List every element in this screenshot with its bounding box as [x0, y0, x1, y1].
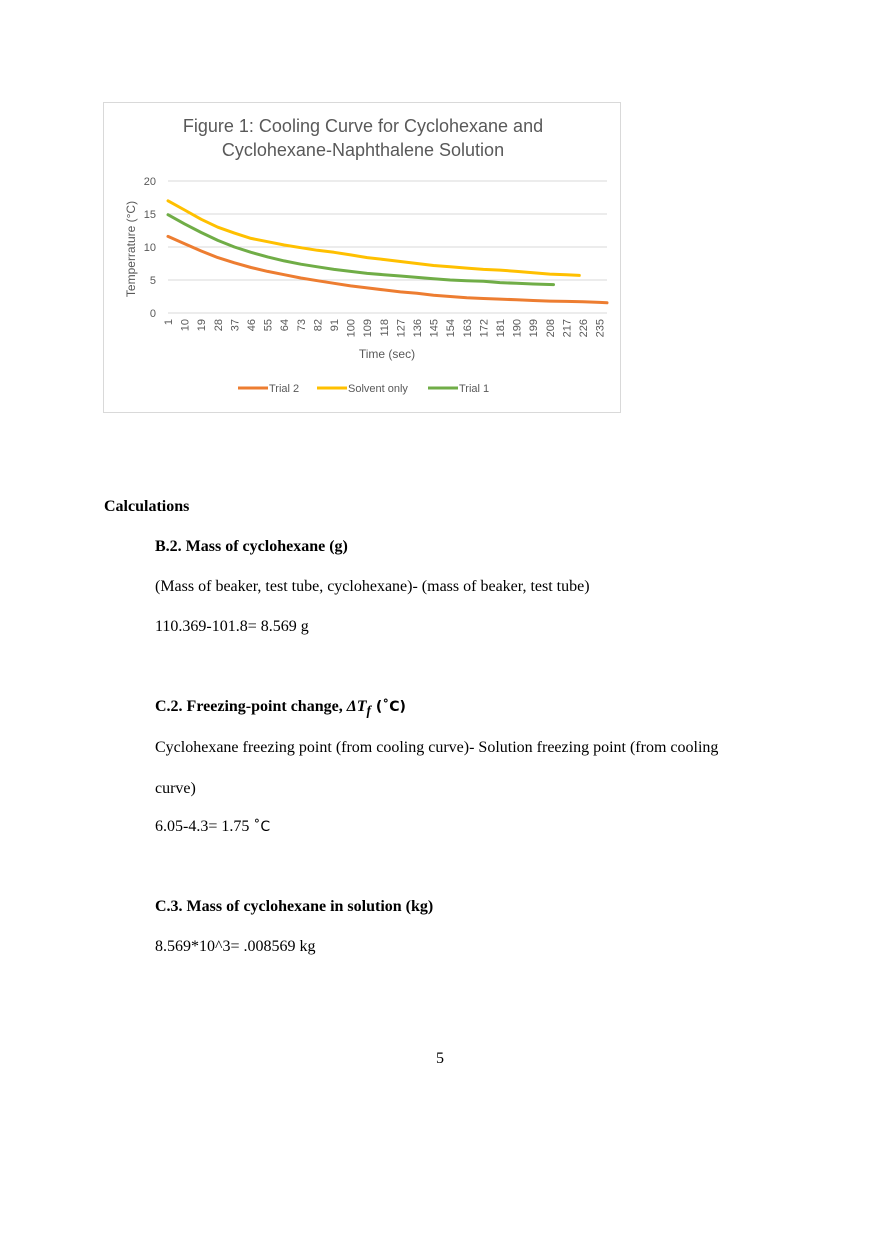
- c2-result: [155, 818, 270, 836]
- c2-formula-line2: curve): [155, 780, 196, 797]
- chart-title-line2: Cyclohexane-Naphthalene Solution: [221, 140, 505, 160]
- c2-formula-line1: Cyclohexane freezing point (from cooling curve)- Solution freezing point (from cooling: [155, 739, 719, 756]
- x-tick-label: 181: [495, 319, 508, 338]
- x-tick-label: 163: [461, 319, 474, 338]
- x-tick-label: 19: [196, 319, 209, 332]
- b2-result: 110.369-101.8= 8.569 g: [155, 618, 309, 635]
- x-tick-label: 37: [229, 319, 242, 332]
- legend: [238, 383, 489, 395]
- c2-result-unit: ˚C: [253, 819, 271, 835]
- series-line-trial-1: [168, 215, 554, 285]
- chart-title-line1: Figure 1: Cooling Curve for Cyclohexane and: [182, 116, 544, 136]
- x-tick-label: 199: [528, 319, 541, 338]
- b2-title: B.2. Mass of cyclohexane (g): [155, 538, 348, 555]
- y-tick-label: 15: [143, 209, 156, 221]
- y-tick-label: 10: [143, 242, 156, 254]
- x-tick-label: 64: [279, 319, 292, 332]
- x-axis-ticks: [163, 319, 607, 337]
- x-tick-label: 46: [246, 319, 259, 332]
- c2-title: [155, 698, 406, 719]
- c2-delta-symbol: [346, 698, 371, 719]
- x-tick-label: 127: [395, 319, 408, 338]
- c2-subscript: f: [366, 703, 371, 719]
- y-tick-label: 20: [143, 176, 156, 188]
- x-tick-label: 10: [179, 319, 192, 332]
- page-number: 5: [436, 1050, 444, 1067]
- x-tick-label: 190: [511, 319, 524, 338]
- series-lines: [168, 201, 607, 303]
- x-tick-label: 235: [594, 319, 607, 338]
- series-line-solvent-only: [168, 201, 579, 276]
- x-tick-label: 136: [412, 319, 425, 338]
- c3-result: 8.569*10^3= .008569 kg: [155, 938, 316, 955]
- x-tick-label: 118: [378, 319, 391, 337]
- x-tick-label: 172: [478, 319, 491, 338]
- x-tick-label: 100: [345, 319, 358, 338]
- c2-result-value: 6.05-4.3= 1.75: [155, 818, 254, 835]
- x-tick-label: 82: [312, 319, 325, 332]
- x-tick-label: 154: [445, 319, 458, 338]
- x-tick-label: 73: [295, 319, 308, 332]
- x-tick-label: 1: [163, 319, 175, 326]
- legend-label: Trial 1: [459, 383, 490, 395]
- legend-label: Trial 2: [269, 383, 300, 395]
- c2-title-text: C.2. Freezing-point change,: [155, 698, 347, 715]
- chart-canvas: [104, 103, 622, 414]
- legend-label: Solvent only: [348, 383, 408, 395]
- x-tick-label: 217: [561, 319, 574, 338]
- y-tick-label: 5: [149, 275, 156, 287]
- x-tick-label: 91: [329, 319, 342, 332]
- x-axis-label: Time (sec): [358, 347, 416, 361]
- x-tick-label: 55: [262, 319, 275, 332]
- x-tick-label: 28: [212, 319, 225, 332]
- c2-unit: (˚C): [370, 699, 406, 715]
- x-tick-label: 145: [428, 319, 441, 338]
- section-heading-calculations: Calculations: [104, 498, 190, 515]
- b2-formula: (Mass of beaker, test tube, cyclohexane)- (mass of beaker, test tube): [155, 578, 590, 595]
- x-tick-label: 208: [544, 319, 557, 338]
- y-axis-label: Temperrature (°C): [124, 200, 138, 298]
- y-axis-ticks: [144, 176, 156, 320]
- cooling-curve-chart: [103, 102, 621, 413]
- x-tick-label: 226: [578, 319, 591, 338]
- c3-title: C.3. Mass of cyclohexane in solution (kg): [155, 898, 434, 915]
- y-tick-label: 0: [149, 308, 156, 320]
- c2-delta-t: ΔT: [346, 698, 367, 715]
- x-tick-label: 109: [362, 319, 375, 338]
